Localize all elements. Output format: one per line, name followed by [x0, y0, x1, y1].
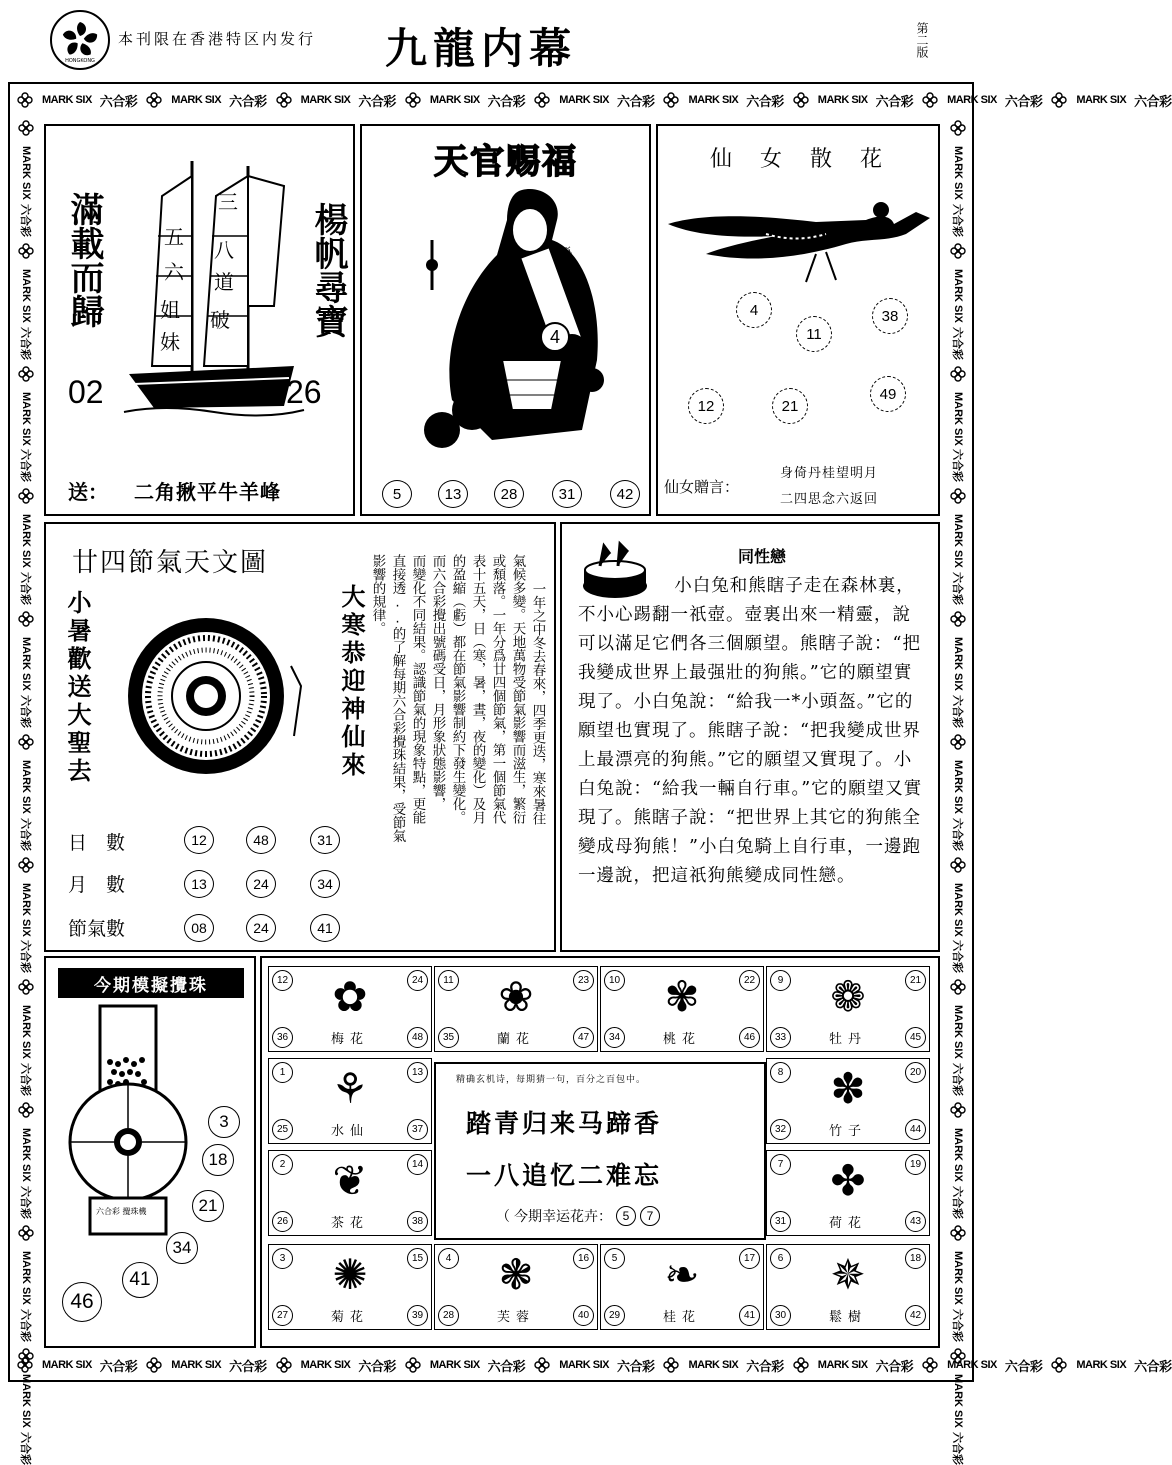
flower-number: 39 [407, 1305, 428, 1326]
brand-zh: 六合彩 [19, 694, 32, 728]
flower-number: 45 [905, 1027, 926, 1048]
brand-zh: 六合彩 [487, 1358, 526, 1374]
flower-icon: ✵ [830, 1250, 866, 1299]
flower-icon [950, 1102, 966, 1118]
header-notice: 本刊限在香港特区内发行 [118, 30, 317, 48]
brand-zh: 六合彩 [99, 93, 138, 109]
tianguan-title: 天官赐福 [434, 142, 578, 182]
flower-number: 30 [770, 1305, 791, 1326]
brand-zh: 六合彩 [951, 203, 964, 237]
brand-en: MARK SIX [952, 146, 964, 200]
flower-number: 40 [573, 1305, 594, 1326]
god-of-fortune-icon [412, 180, 612, 470]
flower-icon [950, 611, 966, 627]
flower-name: 梅花 [330, 1032, 369, 1047]
flower-icon [922, 92, 938, 108]
fairy-number: 4 [736, 292, 772, 328]
brand-en: MARK SIX [688, 94, 739, 106]
flower-cell [766, 1058, 930, 1144]
flower-icon [793, 1357, 809, 1373]
poem-line1: 踏青归来马蹄香 [466, 1109, 663, 1138]
flower-icon: ❦ [332, 1156, 368, 1205]
flower-icon [18, 857, 34, 873]
brand-zh: 六合彩 [19, 1063, 32, 1097]
flower-number: 42 [905, 1305, 926, 1326]
flower-cell [600, 966, 764, 1052]
drawing-ball: 46 [62, 1282, 102, 1322]
solar-title: 廿四節氣天文圖 [72, 548, 269, 578]
flower-icon: ✤ [830, 1156, 866, 1205]
brand-en: MARK SIX [688, 1359, 739, 1371]
brand-en: MARK SIX [952, 637, 964, 691]
solar-value: 08 [184, 914, 214, 942]
brand-zh: 六合彩 [951, 1063, 964, 1097]
brand-en: MARK SIX [171, 94, 222, 106]
tianguan-center-number: 4 [540, 322, 570, 352]
brand-en: MARK SIX [42, 1359, 92, 1371]
poem-hint-number: 5 [616, 1206, 636, 1226]
flower-number: 25 [272, 1119, 293, 1140]
flower-name: 竹子 [828, 1124, 867, 1139]
flower-icon: ❀ [498, 972, 534, 1021]
flower-number: 31 [770, 1211, 791, 1232]
brand-zh: 六合彩 [951, 817, 964, 851]
flower-icon [950, 979, 966, 995]
brand-en: MARK SIX [20, 1005, 32, 1060]
flower-icon [922, 1357, 938, 1373]
flower-icon [793, 92, 809, 108]
fairy-number: 11 [796, 316, 832, 352]
flower-icon [950, 488, 966, 504]
flower-number: 47 [573, 1027, 594, 1048]
boat-panel [44, 124, 355, 516]
brand-zh: 六合彩 [875, 93, 914, 109]
flower-name: 蘭花 [496, 1032, 535, 1047]
flower-icon: ❃ [498, 1250, 534, 1299]
story-body [578, 572, 928, 891]
machine-label: 六合彩 攪珠機 [96, 1207, 147, 1216]
flower-name: 桂花 [662, 1310, 701, 1325]
fairy-line1: 身倚丹桂望明月 [780, 466, 879, 481]
story-text: 小白兔和熊瞎子走在森林裏，不小心踢翻一祇壺。壺裏出來一精靈，說可以滿足它們各三個願望。熊瞎子說：“把我變成世界上最强壯的狗熊。”它的願望實現了。小白兔說：“給我一*小頭盔。”它的願望也實現了。熊瞎子說：“把我變成世界上最漂亮的狗熊。”它的願望又實現了。小白兔說：“給我一輛自行車。”它的願望又實現了。熊瞎子說：“把世界上其它的狗熊全變成母狗熊！”小白兔騎上自行車，一邊跑一邊說，把這祇狗熊變成同性戀。 [578, 576, 923, 886]
brand-en: MARK SIX [947, 94, 997, 106]
flower-icon [146, 92, 162, 108]
brand-en: MARK SIX [429, 1359, 480, 1371]
sail-word: 三 [218, 190, 238, 214]
flower-icon [950, 1348, 966, 1364]
brand-zh: 六合彩 [951, 1186, 964, 1220]
solar-text-column: 的盈縮（虧）都在節氣影響制約下發生變化。 [449, 554, 466, 824]
brand-en: MARK SIX [171, 1359, 222, 1371]
boat-num-left: 02 [68, 374, 104, 410]
brand-zh: 六合彩 [19, 326, 32, 360]
flower-cell [268, 1244, 432, 1330]
flower-number: 22 [739, 970, 760, 991]
flower-number: 4 [438, 1248, 459, 1269]
flower-icon [1051, 92, 1067, 108]
story-title: 同性戀 [738, 547, 787, 566]
brand-zh: 六合彩 [746, 1358, 784, 1374]
flower-cell [434, 1244, 598, 1330]
brand-zh: 六合彩 [951, 572, 964, 606]
brand-zh: 六合彩 [19, 1308, 32, 1342]
flower-number: 14 [407, 1154, 428, 1175]
brand-en: MARK SIX [42, 94, 92, 106]
flower-number: 21 [905, 970, 926, 991]
flower-number: 28 [438, 1305, 459, 1326]
flower-number: 7 [770, 1154, 791, 1175]
drawing-title: 今期模擬攪珠 [58, 968, 244, 998]
flower-cell [766, 1150, 930, 1236]
brand-en: MARK SIX [20, 637, 32, 691]
flower-icon [663, 1357, 679, 1373]
boat-num-right: 26 [286, 374, 322, 410]
flower-number: 8 [770, 1062, 791, 1083]
brand-en: MARK SIX [1076, 94, 1127, 106]
brand-zh: 六合彩 [616, 1358, 655, 1374]
tianguan-number: 28 [494, 480, 524, 508]
solar-right-text: 大寒恭迎神仙來 [337, 584, 365, 780]
brand-zh: 六合彩 [19, 203, 32, 237]
flower-number: 18 [905, 1248, 926, 1269]
flower-number: 26 [272, 1211, 293, 1232]
flower-number: 11 [438, 970, 459, 991]
brand-en: MARK SIX [952, 391, 964, 446]
poem-note: 精确玄机诗，每期猜一句，百分之百包中。 [456, 1075, 647, 1085]
sail-word: 五 [164, 225, 184, 249]
brand-zh: 六合彩 [951, 694, 964, 728]
flower-icon: ❧ [664, 1250, 700, 1299]
flower-icon [1051, 1357, 1067, 1373]
brand-en: MARK SIX [952, 1005, 964, 1060]
border-band-left [12, 114, 40, 1465]
flower-number: 10 [604, 970, 625, 991]
solar-value: 34 [310, 870, 340, 898]
solar-value: 12 [184, 826, 214, 854]
solar-text-column: 一年之中冬去春來，四季更迭，寒來暑往 [529, 582, 546, 825]
flower-number: 23 [573, 970, 594, 991]
tianguan-number: 31 [552, 480, 582, 508]
hk-logo [50, 10, 110, 70]
brand-zh: 六合彩 [951, 1431, 964, 1465]
brand-en: MARK SIX [300, 1359, 351, 1371]
flower-cell [268, 1058, 432, 1144]
flower-name: 芙蓉 [496, 1310, 535, 1325]
brand-en: MARK SIX [300, 94, 351, 106]
solar-terms-panel [44, 522, 556, 952]
flower-icon [18, 979, 34, 995]
flower-name: 鬆樹 [828, 1310, 867, 1325]
flower-cell [766, 966, 930, 1052]
flower-cell [434, 966, 598, 1052]
brand-zh: 六合彩 [1004, 93, 1043, 109]
flower-icon [276, 92, 292, 108]
drawing-ball: 3 [208, 1106, 240, 1138]
fairy-line2: 二四思念六返回 [780, 492, 879, 507]
flower-icon [950, 1225, 966, 1241]
brand-zh: 六合彩 [951, 326, 964, 360]
solar-text-column: 直接透..的了解每期六合彩攪珠結果，受節氣 [389, 554, 406, 843]
fairy-number: 38 [872, 298, 908, 334]
page-title: 九龍内幕 [385, 24, 578, 73]
solar-value: 24 [246, 870, 276, 898]
brand-en: MARK SIX [20, 146, 32, 200]
flower-number: 2 [272, 1154, 293, 1175]
flower-icon: ✺ [332, 1250, 368, 1299]
border-band-top [12, 86, 1172, 114]
poem-line2: 一八追忆二难忘 [466, 1161, 663, 1190]
flower-number: 3 [272, 1248, 293, 1269]
brand-zh: 六合彩 [746, 93, 784, 109]
brand-en: MARK SIX [20, 882, 32, 937]
flower-icon: ⚘ [331, 1064, 369, 1113]
brand-zh: 六合彩 [19, 940, 32, 974]
flower-name: 荷花 [828, 1216, 867, 1231]
flower-icon [18, 734, 34, 750]
flower-number: 37 [407, 1119, 428, 1140]
brand-zh: 六合彩 [1134, 93, 1172, 109]
brand-en: MARK SIX [1076, 1359, 1127, 1371]
flower-number: 16 [573, 1248, 594, 1269]
brand-zh: 六合彩 [1134, 1358, 1172, 1374]
brand-zh: 六合彩 [358, 93, 396, 109]
flower-number: 48 [407, 1027, 428, 1048]
poem-hint: （ 今期幸运花卉： 5 7 [496, 1206, 660, 1226]
drawing-ball: 41 [122, 1262, 158, 1298]
flower-icon [17, 92, 33, 108]
brand-en: MARK SIX [952, 759, 964, 814]
brand-zh: 六合彩 [19, 817, 32, 851]
brand-en: MARK SIX [20, 759, 32, 814]
flower-number: 27 [272, 1305, 293, 1326]
flower-number: 36 [272, 1027, 293, 1048]
border-band-bottom [12, 1352, 1172, 1378]
brand-zh: 六合彩 [487, 93, 526, 109]
brand-en: MARK SIX [20, 268, 32, 323]
brand-en: MARK SIX [20, 391, 32, 446]
flower-icon [18, 1348, 34, 1364]
flower-icon [276, 1357, 292, 1373]
border-band-right [944, 114, 972, 1465]
flying-fairy-icon [666, 194, 932, 284]
brand-zh: 六合彩 [951, 1308, 964, 1342]
sail-word: 六 [164, 260, 184, 284]
flower-number: 41 [739, 1305, 760, 1326]
solar-left-text: 小暑歡送大聖去 [63, 590, 91, 786]
flower-icon [950, 366, 966, 382]
flower-cell [600, 1244, 764, 1330]
flower-number: 1 [272, 1062, 293, 1083]
drawing-ball: 34 [166, 1232, 198, 1264]
sail-word: 妹 [160, 330, 180, 354]
brand-zh: 六合彩 [616, 93, 655, 109]
flower-number: 6 [770, 1248, 791, 1269]
solar-row-label: 月 數 [68, 874, 126, 896]
brand-en: MARK SIX [952, 1251, 964, 1305]
flower-icon [18, 120, 34, 136]
flower-icon [18, 611, 34, 627]
flower-icon [534, 92, 550, 108]
flower-number: 9 [770, 970, 791, 991]
flower-icon [18, 488, 34, 504]
sail-word: 破 [210, 308, 230, 332]
solar-value: 41 [310, 914, 340, 942]
brand-zh: 六合彩 [19, 1431, 32, 1465]
brand-zh: 六合彩 [19, 1186, 32, 1220]
fairy-number: 21 [772, 388, 808, 424]
flower-icon [405, 1357, 421, 1373]
solar-wheel-icon [116, 606, 316, 776]
flower-number: 35 [438, 1027, 459, 1048]
flower-number: 29 [604, 1305, 625, 1326]
flower-number: 34 [604, 1027, 625, 1048]
brand-zh: 六合彩 [19, 572, 32, 606]
story-panel [560, 522, 940, 952]
fairy-number: 12 [688, 388, 724, 424]
fairy-gift-label: 仙女贈言： [664, 478, 740, 496]
flower-icon [146, 1357, 162, 1373]
brand-zh: 六合彩 [875, 1358, 914, 1374]
flower-icon [18, 1102, 34, 1118]
brand-en: MARK SIX [817, 94, 868, 106]
brand-en: MARK SIX [952, 1128, 964, 1183]
flower-name: 茶花 [330, 1216, 369, 1231]
brand-zh: 六合彩 [19, 449, 32, 483]
flower-number: 44 [905, 1119, 926, 1140]
flower-icon: ✽ [830, 1064, 866, 1113]
flower-icon [950, 857, 966, 873]
flower-name: 菊花 [330, 1310, 369, 1325]
poem-hint-label: 今期幸运花卉： [514, 1209, 612, 1225]
drawing-panel [44, 956, 256, 1348]
flower-number: 46 [739, 1027, 760, 1048]
brand-zh: 六合彩 [229, 93, 267, 109]
brand-en: MARK SIX [20, 1128, 32, 1183]
solar-row-label: 日 數 [68, 832, 126, 854]
fairy-panel [656, 124, 940, 516]
brand-zh: 六合彩 [358, 1358, 396, 1374]
flower-icon: ❁ [830, 972, 866, 1021]
flower-name: 牡丹 [828, 1032, 867, 1047]
flower-number: 15 [407, 1248, 428, 1269]
brand-zh: 六合彩 [951, 940, 964, 974]
brand-en: MARK SIX [952, 514, 964, 569]
flower-icon [950, 243, 966, 259]
sail-word: 八 [214, 238, 234, 262]
flower-icon [405, 92, 421, 108]
tianguan-panel [360, 124, 651, 516]
flower-number: 19 [905, 1154, 926, 1175]
drawing-ball: 21 [192, 1190, 224, 1222]
solar-text-column: 而六合彩攪出號碼受日，月形象狀態影響， [429, 554, 446, 811]
brand-en: MARK SIX [20, 514, 32, 569]
brand-en: MARK SIX [947, 1359, 997, 1371]
solar-text-column: 而變化不同結果。認識節氣的現象特點，更能 [409, 554, 426, 824]
brand-en: MARK SIX [20, 1373, 32, 1428]
flower-name: 桃花 [662, 1032, 701, 1047]
flower-icon [950, 734, 966, 750]
tianguan-number: 42 [610, 480, 640, 508]
brand-zh: 六合彩 [99, 1358, 138, 1374]
boat-gift-label: 送： [68, 480, 108, 504]
flower-icon [534, 1357, 550, 1373]
brand-en: MARK SIX [559, 94, 609, 106]
flower-cell [268, 1150, 432, 1236]
solar-text-column: 表十五天，日（寒，暑，晝，夜的變化）及月 [469, 554, 486, 824]
brand-en: MARK SIX [952, 1373, 964, 1428]
flower-number: 13 [407, 1062, 428, 1083]
brand-zh: 六合彩 [229, 1358, 267, 1374]
tianguan-scroll-text: 第一五 [557, 244, 583, 284]
brand-en: MARK SIX [20, 1251, 32, 1305]
flower-number: 32 [770, 1119, 791, 1140]
solar-value: 13 [184, 870, 214, 898]
flower-number: 12 [272, 970, 293, 991]
flower-icon: ✾ [664, 972, 700, 1021]
flower-icon [18, 366, 34, 382]
flower-number: 43 [905, 1211, 926, 1232]
brand-en: MARK SIX [559, 1359, 609, 1371]
flower-number: 5 [604, 1248, 625, 1269]
drawing-ball: 18 [202, 1144, 234, 1176]
solar-text-column: 氣候多變。天地萬物受節氣影響而滋生，繁衍 [509, 554, 526, 824]
boat-left-text: 滿載而歸 [64, 192, 104, 328]
solar-value: 48 [246, 826, 276, 854]
flower-number: 20 [905, 1062, 926, 1083]
sail-word: 道 [214, 270, 234, 294]
flower-number: 17 [739, 1248, 760, 1269]
brand-en: MARK SIX [952, 268, 964, 323]
solar-value: 31 [310, 826, 340, 854]
flower-cell [268, 966, 432, 1052]
flower-icon [663, 92, 679, 108]
flower-cell [766, 1244, 930, 1330]
solar-text-column: 影響的規律。 [369, 554, 386, 635]
brand-zh: 六合彩 [951, 449, 964, 483]
flower-name: 水仙 [330, 1124, 369, 1139]
boat-gift-text: 二角揪平牛羊峰 [134, 480, 281, 504]
brand-en: MARK SIX [817, 1359, 868, 1371]
tianguan-number: 5 [382, 480, 412, 508]
fairy-title: 仙女散花 [710, 147, 911, 172]
flower-icon [18, 243, 34, 259]
brand-en: MARK SIX [429, 94, 480, 106]
sail-word: 姐 [160, 298, 180, 322]
solar-value: 24 [246, 914, 276, 942]
solar-text-column: 或頹落。一年分爲廿四個節氣，第一個節氣代 [489, 554, 506, 824]
tianguan-number: 13 [438, 480, 468, 508]
center-poem [434, 1062, 766, 1240]
poem-hint-number: 7 [640, 1206, 660, 1226]
flower-number: 24 [407, 970, 428, 991]
flower-icon [950, 120, 966, 136]
flower-icon [18, 1225, 34, 1241]
edition-label: 第二版 [915, 22, 929, 58]
solar-row-label: 節氣數 [68, 918, 126, 940]
flower-number: 33 [770, 1027, 791, 1048]
flower-icon: ✿ [332, 972, 368, 1021]
boat-right-text: 楊帆尋寶 [308, 202, 348, 338]
brand-zh: 六合彩 [1004, 1358, 1043, 1374]
brand-en: MARK SIX [952, 882, 964, 937]
fairy-number: 49 [870, 376, 906, 412]
flower-number: 38 [407, 1211, 428, 1232]
logo-caption: HONGKONG [65, 58, 95, 64]
